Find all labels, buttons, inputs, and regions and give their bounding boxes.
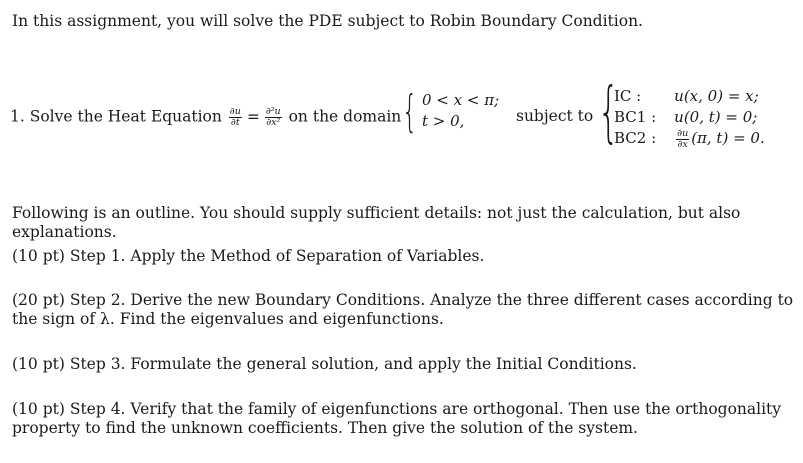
conditions-brace: {	[598, 73, 619, 150]
lhs-numerator: ∂u	[229, 106, 241, 117]
lhs-denominator: ∂t	[230, 117, 240, 128]
step-4: (10 pt) Step 4. Verify that the family of eigenfunctions are orthogonal. Then use the orthogonality property to find the unknown coefficients. Then give the solution of the system.	[12, 400, 782, 437]
bc2-value	[668, 128, 765, 150]
domain-t: t > 0,	[422, 112, 465, 130]
equals-sign: =	[246, 107, 260, 126]
rhs-fraction	[265, 107, 282, 128]
condition-bc2	[614, 128, 765, 150]
step-2: (20 pt) Step 2. Derive the new Boundary Conditions. Analyze the three different cases according to the sign of λ. Find the eigenvalues and eigenfunctions.	[12, 291, 794, 328]
ic-value: u(x, 0) = x;	[674, 87, 759, 105]
bc2-label: BC2 :	[614, 129, 657, 148]
problem-statement	[10, 73, 800, 160]
conditions-table	[614, 86, 765, 150]
rhs-denominator: ∂x²	[266, 117, 281, 128]
subject-to-text: subject to	[516, 107, 594, 125]
domain-conditions	[422, 90, 499, 132]
step-1: (10 pt) Step 1. Apply the Method of Separation of Variables.	[12, 247, 485, 265]
problem-prefix: 1. Solve the Heat Equation	[10, 107, 222, 126]
bc2-fraction	[676, 129, 689, 150]
ic-label: IC :	[614, 87, 642, 105]
rhs-numerator: ∂²u	[265, 106, 281, 117]
domain-x: 0 < x < π;	[422, 91, 500, 109]
step-3: (10 pt) Step 3. Formulate the general solution, and apply the Initial Conditions.	[12, 355, 637, 373]
condition-ic	[614, 86, 765, 107]
bc2-rest: (π, t) = 0.	[691, 129, 765, 147]
outline-text: Following is an outline. You should supply sufficient details: not just the calculation, but also explanations.	[12, 204, 741, 241]
domain-brace: {	[402, 86, 418, 137]
domain-text: on the domain	[288, 107, 402, 126]
heat-equation	[10, 107, 401, 128]
bc1-label: BC1 :	[614, 108, 657, 126]
lhs-fraction	[229, 107, 242, 128]
condition-bc1	[614, 107, 765, 128]
bc1-value: u(0, t) = 0;	[674, 108, 758, 126]
bc2-denominator: ∂x	[677, 138, 688, 150]
bc2-numerator: ∂u	[677, 127, 689, 139]
intro-text: In this assignment, you will solve the PDE subject to Robin Boundary Condition.	[12, 12, 643, 30]
